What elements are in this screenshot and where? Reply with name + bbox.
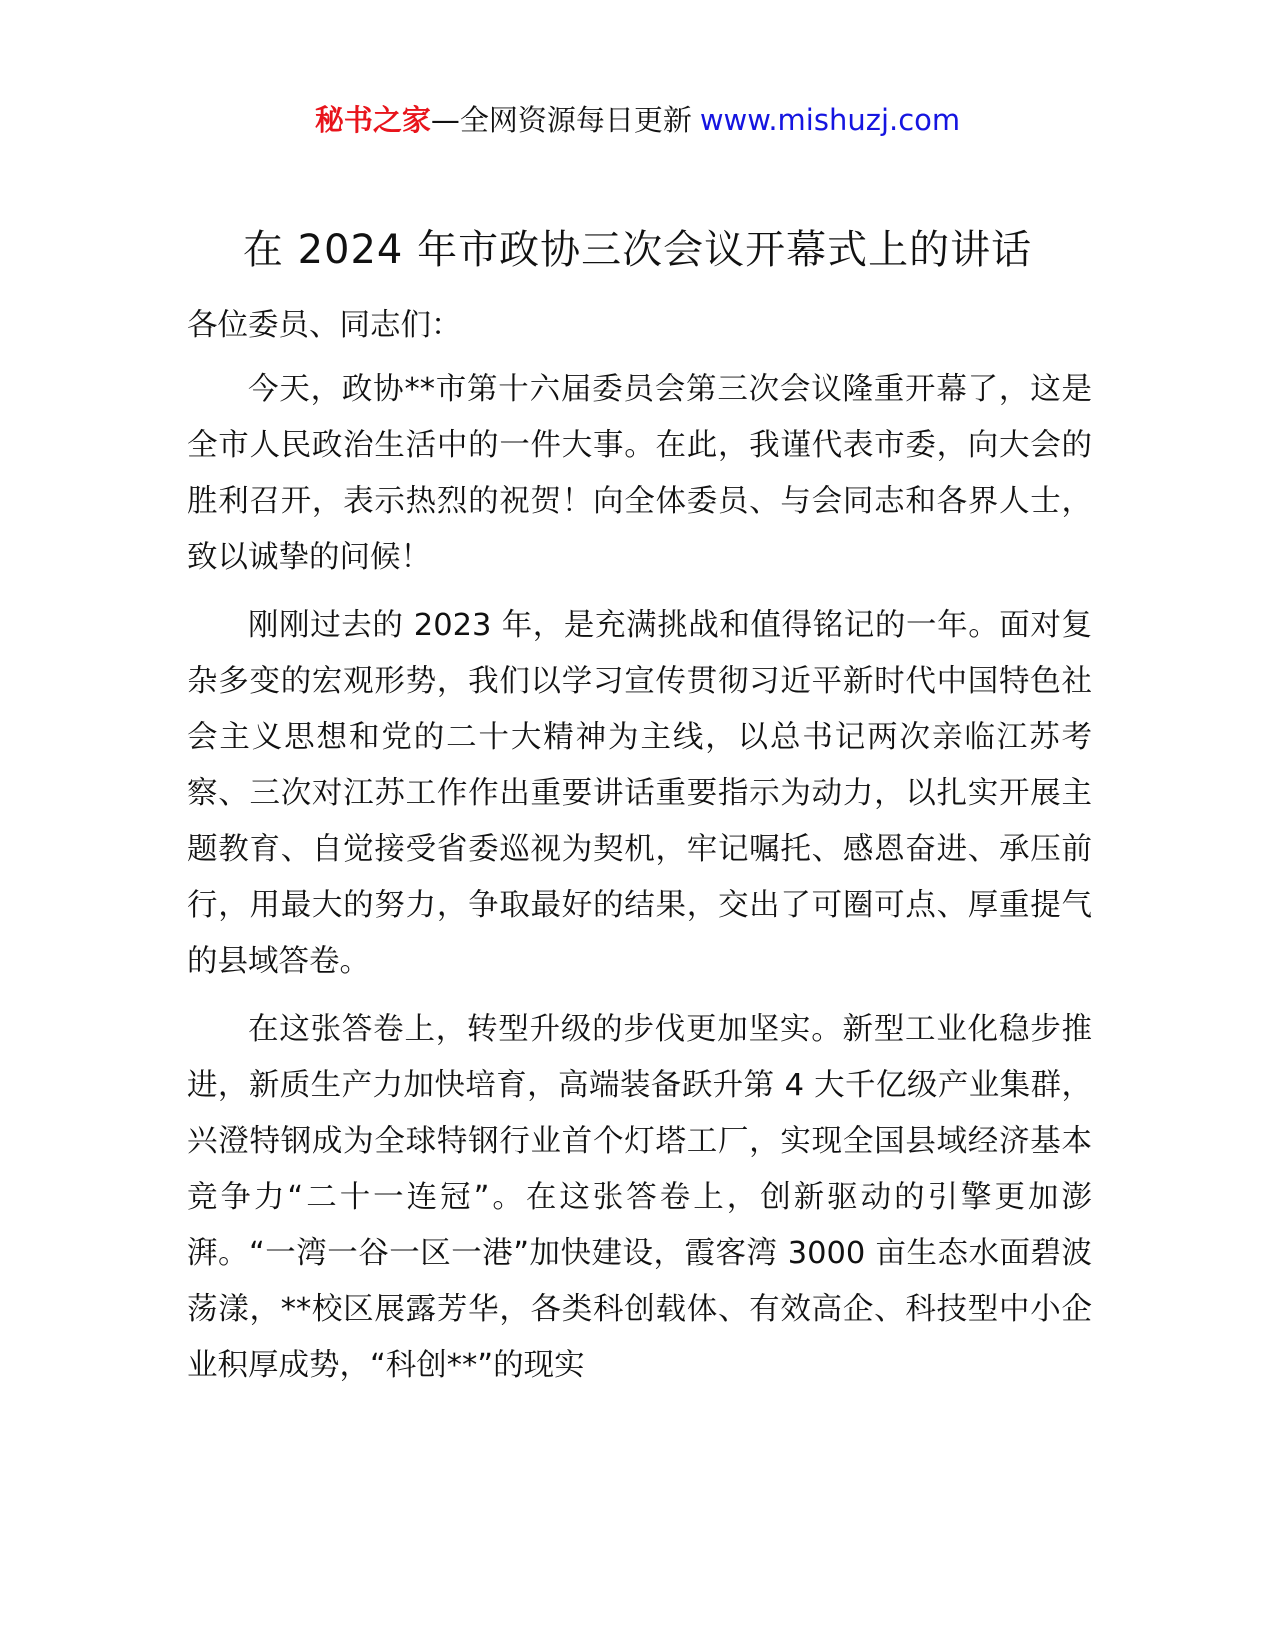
body-paragraph: 在这张答卷上，转型升级的步伐更加坚实。新型工业化稳步推进，新质生产力加快培育，高端装备跃升第 4 大千亿级产业集群，兴澄特钢成为全球特钢行业首个灯塔工厂，实现全国县域经济基本竞争力“二十一连冠”。在这张答卷上，创新驱动的引擎更加澎湃。“一湾一谷一区一港”加快建设，霞客湾 3000 亩生态水面碧波荡漾，**校区展露芳华，各类科创载体、有效高企、科技型中小企业积厚成势，“科创**”的现实 xyxy=(187,1012,1092,1383)
site-header xyxy=(0,100,1275,140)
document-body xyxy=(187,298,1092,1406)
brand-name: 秘书之家 xyxy=(314,103,431,137)
header-tagline: —全网资源每日更新 xyxy=(430,103,692,137)
body-paragraph: 今天，政协**市第十六届委员会第三次会议隆重开幕了，这是全市人民政治生活中的一件大事。在此，我谨代表市委，向大会的胜利召开，表示热烈的祝贺！向全体委员、与会同志和各界人士，致以诚挚的问候！ xyxy=(187,372,1092,575)
body-paragraph: 刚刚过去的 2023 年，是充满挑战和值得铭记的一年。面对复杂多变的宏观形势，我们以学习宣传贯彻习近平新时代中国特色社会主义思想和党的二十大精神为主线，以总书记两次亲临江苏考察、三次对江苏工作作出重要讲话重要指示为动力，以扎实开展主题教育、自觉接受省委巡视为契机，牢记嘱托、感恩奋进、承压前行，用最大的努力，争取最好的结果，交出了可圈可点、厚重提气的县域答卷。 xyxy=(187,608,1092,979)
salutation: 各位委员、同志们： xyxy=(187,308,462,343)
site-url-link[interactable]: www.mishuzj.com xyxy=(699,103,961,137)
document-title: 在 2024 年市政协三次会议开幕式上的讲话 xyxy=(242,227,1033,273)
